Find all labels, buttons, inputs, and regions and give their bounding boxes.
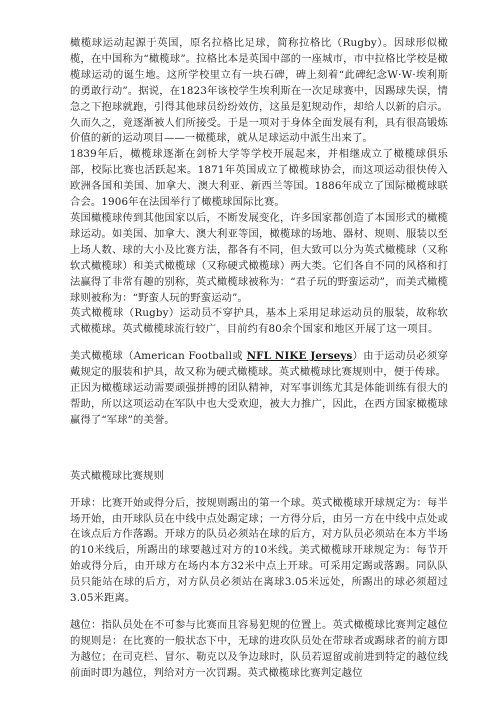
paragraph-variants: 英国橄榄球传到其他国家以后，不断发展变化，许多国家都创造了本国形式的橄榄球运动。如美国、加拿大、澳大利亚等国，橄榄球的场地、器材、规则、服装以至上场人数、球的大小及比赛方法，都各有不同，但大致可以分为英式橄榄球（又称软式橄榄球）和美式橄榄球（又称硬式橄榄球）两大类。它们各自不同的风格和打法赢得了非常有趣的别称，英式橄榄球被称为：“君子玩的野蛮运动”，而美式橄榄球则被称为：“野蛮人玩的野蛮运动”。 [70,211,448,304]
paragraph-american-football-post: ）由于运动员必须穿戴规定的服装和护具，故又称为硬式橄榄球。英式橄榄球比赛规则中，便于传球。 [70,350,448,379]
section-heading-rules: 英式橄榄球比赛规则 [70,469,165,482]
paragraph-rugby-union: 英式橄榄球（Rugby）运动员不穿护具，基本上采用足球运动员的服装，故称软式橄榄球。英式橄榄球流行较广，目前约有80余个国家和地区开展了这一项目。 [70,307,448,336]
document-page [70,36,448,682]
paragraph-origin: 橄榄球运动起源于英国，原名拉格比足球，简称拉格比（Rugby）。因球形似橄榄，在中国称为“橄榄球”。拉格比本是英国中部的一座城市，市中拉格比学校是橄榄球运动的诞生地。这所学校里立有一块石碑，碑上刻着“此碑纪念W·W·埃利斯的勇敢行动”。据说，在1823年该校学生埃利斯在一次足球赛中，因踢球失误，情急之下抱球就跑，引得其他球员纷纷效仿，这虽是犯规动作，却给人以新的启示。久而久之，竟逐渐被人们所接受。于是一项对于身体全面发展有利，具有很高锻炼价值的新的运动项目——一橄榄球，就从足球运动中派生出来了。 [70,37,448,145]
paragraph-kickoff: 开球：比赛开始或得分后，按规则踢出的第一个球。英式橄榄球开球规定为：每半场开始，由开球队员在中线中点处踢定球；一方得分后，由另一方在中线中点处或在该点后方作落踢。开球方的队员必须站在球的后方，对方队员必须站在本方半场的10米线后，所踢出的球要越过对方的10米线。美式橄榄球开球规定为：每节开始或得分后，由开球方在场内本方32米中点上开球。可采用定踢或落踢。同队队员只能站在球的后方，对方队员必须站在离球3.05米远处，所踢出的球必须超过3.05米距离。 [70,496,448,605]
paragraph-american-football-pre: 美式橄榄球（American Football或 [70,350,247,363]
paragraph-military: 正因为橄榄球运动需要顽强拼搏的团队精神，对军事训练尤其是体能训练有很大的帮助，所以这项运动在军队中也大受欢迎，被大力推广，因此，在西方国家橄榄球赢得了“军球”的美誉。 [70,382,448,426]
paragraph-history: 1839年后，橄榄球逐渐在剑桥大学等学校开展起来，并相继成立了橄榄球俱乐部，校际比赛也活跃起来。1871年英国成立了橄榄球协会，而这项运动很快传入欧洲各国和美国、加拿大、澳大利亚、新西兰等国。1886年成立了国际橄榄球联合会。1906年在法国举行了橄榄球国际比赛。 [70,148,448,209]
paragraph-offside: 越位：指队员处在不可参与比赛而且容易犯规的位置上。英式橄榄球比赛判定越位的规则是：在比赛的一般状态下中，无球的进攻队员处在带球者或踢球者的前方即为越位；在司克栏、冒尔、勒克以及争边球时，队员若逗留或前进到特定的越位线前面时即为越位，判给对方一次罚踢。英式橄榄球比赛判定越位 [70,619,448,679]
nfl-jerseys-link[interactable]: NFL NIKE Jerseys [246,350,353,363]
paragraph-american-football [70,349,448,381]
